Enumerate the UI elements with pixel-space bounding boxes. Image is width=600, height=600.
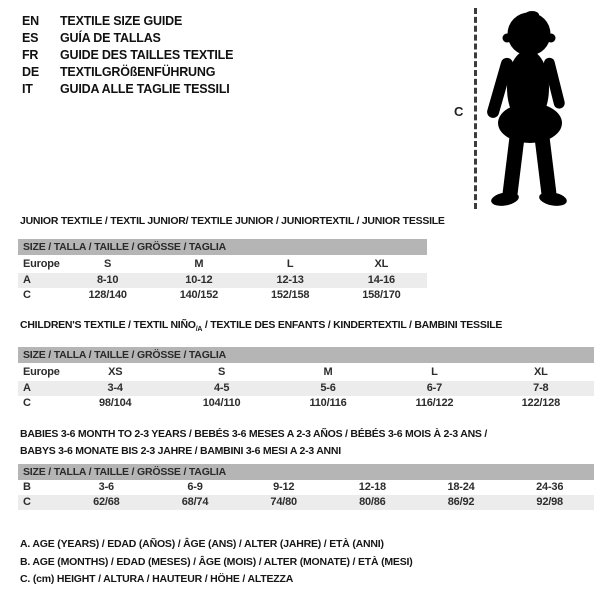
table-cell: 80/86 (359, 496, 386, 508)
row-label: B (23, 481, 31, 493)
size-table-header: SIZE / TALLA / TAILLE / GRÖSSE / TAGLIA (18, 464, 594, 480)
table-cell: S (218, 366, 226, 378)
row-label: A (23, 382, 31, 394)
note-age-months: B. AGE (MONTHS) / EDAD (MESES) / ÂGE (MOIS) / ALTER (MONATE) / ETÀ (MESI) (20, 555, 413, 568)
height-measure-label: C (454, 104, 464, 119)
table-row (18, 363, 594, 381)
table-cell: 12-18 (358, 481, 386, 493)
table-cell: M (323, 366, 333, 378)
children-size-table (18, 347, 594, 411)
junior-size-table (18, 239, 427, 303)
children-title-sub: /A (195, 326, 203, 334)
language-code: DE (22, 65, 39, 79)
table-cell: 86/92 (447, 496, 475, 508)
table-cell: 104/110 (202, 397, 241, 409)
table-cell: 74/80 (270, 496, 297, 508)
table-cell: XL (534, 366, 548, 378)
language-row-en (22, 13, 233, 30)
size-table-header: SIZE / TALLA / TAILLE / GRÖSSE / TAGLIA (18, 347, 594, 363)
babies-table-rows (18, 480, 594, 510)
table-cell: 10-12 (185, 274, 213, 286)
table-row (18, 495, 594, 510)
table-cell: 140/152 (179, 289, 219, 301)
height-dashed-line (474, 8, 477, 209)
language-code: EN (22, 14, 39, 28)
table-row (18, 381, 594, 396)
table-cell: L (286, 258, 294, 270)
language-title: GUÍA DE TALLAS (60, 31, 161, 45)
babies-section-title (20, 426, 487, 460)
table-cell: XL (374, 258, 389, 270)
language-title: GUIDA ALLE TAGLIE TESSILI (60, 82, 230, 96)
children-section-title (20, 319, 502, 333)
junior-table-rows (18, 255, 427, 303)
table-cell: 6-7 (426, 382, 443, 394)
babies-title-line2: BABYS 3-6 MONATE BIS 2-3 JAHRE / BAMBINI 3-6 MESI A 2-3 ANNI (20, 445, 341, 457)
children-title-post: / TEXTILE DES ENFANTS / KINDERTEXTIL / BAMBINI TESSILE (202, 319, 503, 331)
size-table-header: SIZE / TALLA / TAILLE / GRÖSSE / TAGLIA (18, 239, 427, 255)
table-row (18, 288, 427, 303)
table-cell: S (104, 258, 112, 270)
table-cell: 110/116 (309, 397, 347, 409)
babies-title-line1: BABIES 3-6 MONTH TO 2-3 YEARS / BEBÉS 3-6 MESES A 2-3 AÑOS / BÉBÉS 3-6 MOIS À 2-3 ANS / (20, 428, 488, 440)
table-cell: 116/122 (415, 397, 454, 409)
legend-notes (20, 536, 413, 589)
table-cell: 152/158 (270, 289, 310, 301)
junior-section-title: JUNIOR TEXTILE / TEXTIL JUNIOR/ TEXTILE JUNIOR / JUNIORTEXTIL / JUNIOR TESSILE (20, 215, 445, 227)
note-height-cm: C. (cm) HEIGHT / ALTURA / HAUTEUR / HÖHE / ALTEZZA (20, 573, 294, 585)
language-list (22, 13, 233, 98)
table-cell: 9-12 (273, 481, 295, 493)
table-cell: 3-6 (98, 481, 114, 493)
language-row-it (22, 81, 233, 98)
table-cell: L (431, 366, 438, 378)
children-table-rows (18, 363, 594, 411)
row-label: Europe (23, 366, 60, 378)
table-row (18, 273, 427, 288)
table-cell: 122/128 (521, 397, 561, 409)
babies-size-table (18, 464, 594, 510)
note-age-years: A. AGE (YEARS) / EDAD (AÑOS) / ÂGE (ANS) / ALTER (JAHRE) / ETÀ (ANNI) (20, 538, 384, 550)
table-cell: 5-6 (320, 382, 336, 394)
children-title-pre: CHILDREN'S TEXTILE / TEXTIL NIÑO (20, 319, 196, 331)
table-cell: 3-4 (107, 382, 123, 394)
table-cell: 128/140 (88, 289, 127, 301)
table-cell: 7-8 (533, 382, 549, 394)
language-title: TEXTILGRÖßENFÜHRUNG (60, 65, 216, 79)
language-code: ES (22, 31, 39, 45)
table-cell: 158/170 (362, 289, 401, 301)
table-cell: 98/104 (98, 397, 132, 409)
table-cell: 62/68 (93, 496, 120, 508)
table-cell: 68/74 (181, 496, 209, 508)
table-cell: 14-16 (367, 274, 395, 286)
row-label: Europe (23, 258, 60, 270)
table-row (18, 255, 427, 273)
language-row-fr (22, 47, 233, 64)
language-row-es (22, 30, 233, 47)
row-label: C (23, 397, 31, 409)
language-title: TEXTILE SIZE GUIDE (60, 14, 183, 28)
table-cell: 92/98 (536, 496, 563, 508)
row-label: C (23, 496, 31, 508)
table-cell: 4-5 (213, 382, 230, 394)
table-cell: 8-10 (97, 274, 119, 286)
table-row (18, 480, 594, 495)
row-label: C (23, 289, 31, 301)
table-cell: XS (108, 366, 123, 378)
language-row-de (22, 64, 233, 81)
baby-silhouette-icon (482, 8, 576, 210)
table-row (18, 396, 594, 411)
table-cell: 24-36 (536, 481, 564, 493)
language-code: IT (22, 82, 33, 96)
language-code: FR (22, 48, 39, 62)
table-cell: 6-9 (187, 481, 203, 493)
table-cell: 18-24 (447, 481, 475, 493)
language-title: GUIDE DES TAILLES TEXTILE (60, 48, 234, 62)
table-cell: 12-13 (276, 274, 304, 286)
table-cell: M (194, 258, 204, 270)
row-label: A (23, 274, 31, 286)
